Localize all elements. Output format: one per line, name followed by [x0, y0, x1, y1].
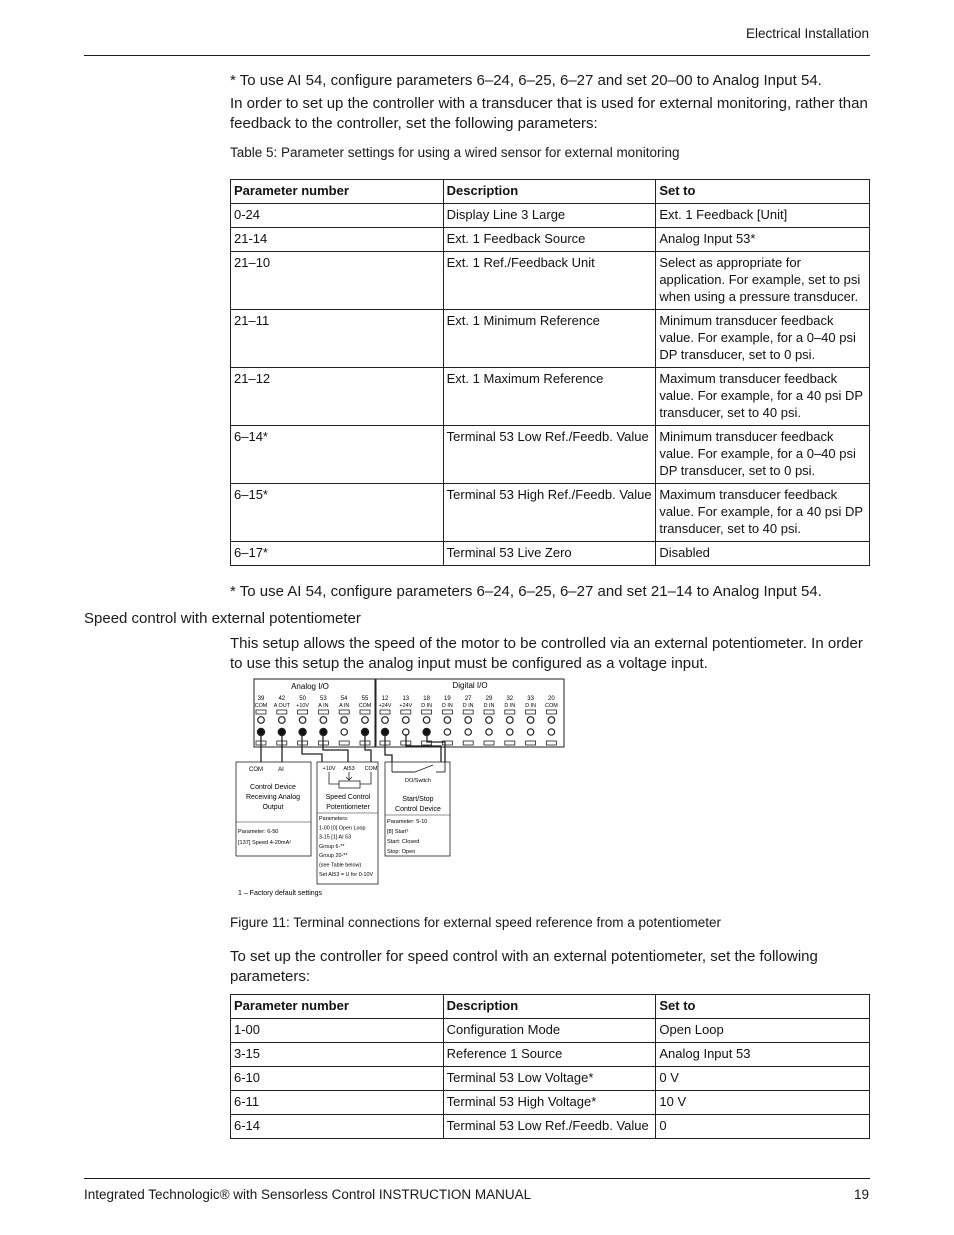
table-cell: Maximum transducer feedback value. For example, for a 40 psi DP transducer, set to 40 psi.	[656, 368, 870, 426]
table-cell: Maximum transducer feedback value. For example, for a 40 psi DP transducer, set to 40 psi.	[656, 484, 870, 542]
table-cell: Ext. 1 Minimum Reference	[443, 310, 656, 368]
terminal-screw	[548, 717, 555, 724]
diagram-text-line: Control Device	[395, 806, 441, 813]
table-cell: Open Loop	[656, 1019, 870, 1043]
box1-title	[246, 784, 300, 811]
table-cell: Minimum transducer feedback value. For example, for a 0–40 psi DP transducer, set to 0 psi.	[656, 310, 870, 368]
table-cell: 0 V	[656, 1067, 870, 1091]
figure11-caption: Figure 11: Terminal connections for external speed reference from a potentiometer	[230, 915, 722, 930]
terminal-screw	[507, 717, 514, 724]
terminal-screw	[486, 717, 493, 724]
terminal-number: 53	[320, 696, 327, 702]
table-row	[231, 484, 870, 542]
table-row	[231, 1091, 870, 1115]
diagram-text-line: Stop: Open	[387, 849, 416, 855]
table-cell: Reference 1 Source	[443, 1043, 656, 1067]
digital-io-label: Digital I/O	[452, 681, 488, 690]
terminal-slot	[463, 741, 473, 745]
box2-params	[319, 816, 373, 878]
terminal-open	[548, 729, 554, 735]
table5-parameter-settings	[230, 179, 870, 566]
wiring	[261, 734, 445, 762]
terminal-slot	[318, 710, 328, 714]
table-cell: 3-15	[231, 1043, 444, 1067]
terminal-number: 18	[423, 696, 430, 702]
table-cell: Disabled	[656, 542, 870, 566]
table5-header-cell: Set to	[656, 180, 870, 204]
terminal-slot	[298, 710, 308, 714]
table-cell: 1-00	[231, 1019, 444, 1043]
terminal-open	[486, 729, 492, 735]
terminal-number: 20	[548, 696, 555, 702]
table6-header-cell: Parameter number	[231, 995, 444, 1019]
box1-term-ai: AI	[278, 767, 284, 773]
table-cell: 0-24	[231, 204, 444, 228]
ai54-note-2: * To use AI 54, configure parameters 6–24, 6–25, 6–27 and set 21–14 to Analog Input 54.	[230, 583, 822, 600]
terminal-screw	[299, 717, 306, 724]
terminal-name: A IN	[318, 703, 329, 709]
terminal-name: D IN	[421, 703, 432, 709]
terminal-name: COM	[358, 703, 372, 709]
terminal-number: 42	[278, 696, 286, 702]
terminal-slot	[380, 710, 390, 714]
terminal-name: D IN	[462, 703, 474, 709]
diagram-text-line: Parameter: 6-50	[238, 829, 279, 835]
terminal-name: +24V	[378, 703, 392, 709]
terminal-slot	[422, 710, 432, 714]
terminal-name: +24V	[399, 703, 413, 709]
footer-manual-title: Integrated Technologic® with Sensorless Control INSTRUCTION MANUAL	[84, 1187, 532, 1202]
terminal-slot	[442, 710, 452, 714]
terminal-number: 39	[257, 696, 265, 702]
table-cell: Ext. 1 Maximum Reference	[443, 368, 656, 426]
terminal-name: A IN	[339, 703, 350, 709]
diagram-text-line: 1-00 [0] Open Loop	[319, 825, 366, 832]
diagram-text-line: [8] Start¹	[387, 829, 409, 835]
terminal-number: 33	[527, 696, 534, 702]
diagram-text-line: Start: Closed	[387, 839, 420, 845]
table-cell: 10 V	[656, 1091, 870, 1115]
table-row	[231, 1019, 870, 1043]
terminal-slot	[526, 710, 536, 714]
diagram-text-line: Start/Stop	[402, 796, 434, 803]
terminal-name: D IN	[525, 703, 536, 709]
terminal-slot	[505, 741, 515, 745]
table-cell: Select as appropriate for application. For example, set to psi when using a pressure transducer.	[656, 252, 870, 310]
box2-title	[326, 794, 371, 811]
diagram-text-line: Group 20-**	[319, 853, 348, 860]
terminal-slot	[505, 710, 515, 714]
table-row	[231, 252, 870, 310]
terminal-screw	[320, 717, 327, 724]
table-cell: 6-14	[231, 1115, 444, 1139]
table-cell: Analog Input 53	[656, 1043, 870, 1067]
diagram-text-line: Parameters:	[319, 816, 349, 822]
diagram-text-line: Group 6-**	[319, 843, 345, 850]
table-cell: 6-11	[231, 1091, 444, 1115]
terminal-screw	[362, 717, 369, 724]
table-row	[231, 310, 870, 368]
terminal-number: 50	[299, 696, 306, 702]
terminal-open	[444, 729, 450, 735]
table-cell: Ext. 1 Ref./Feedback Unit	[443, 252, 656, 310]
table-cell: 21–10	[231, 252, 444, 310]
page-number: 19	[853, 1187, 869, 1202]
table-cell: Display Line 3 Large	[443, 204, 656, 228]
terminal-number: 55	[361, 696, 369, 702]
box3-title	[395, 796, 441, 813]
terminal-slot	[401, 710, 411, 714]
terminal-name: COM	[545, 703, 558, 709]
table-cell: 21-14	[231, 228, 444, 252]
diagram-text-line: Output	[262, 804, 284, 811]
table-cell: Terminal 53 High Voltage*	[443, 1091, 656, 1115]
running-header: Electrical Installation	[745, 26, 869, 41]
switch-label: DO/Switch	[405, 778, 431, 784]
table6-header-cell: Set to	[656, 995, 870, 1019]
terminal-open	[341, 729, 347, 735]
diagram-text-line: Speed Control	[325, 794, 371, 801]
terminal-name: COM	[254, 703, 268, 709]
terminal-screw	[403, 717, 410, 724]
table-row	[231, 1043, 870, 1067]
terminal-screw	[279, 717, 286, 724]
diagram-text-line: Receiving Analog	[245, 794, 301, 801]
table5-header-cell: Parameter number	[231, 180, 444, 204]
table-cell: Ext. 1 Feedback Source	[443, 228, 656, 252]
terminal-name: D IN	[483, 703, 495, 709]
table-cell: Terminal 53 Low Voltage*	[443, 1067, 656, 1091]
terminal-slot	[360, 710, 370, 714]
terminal-slot	[546, 710, 556, 714]
ai54-note-1: * To use AI 54, configure parameters 6–24, 6–25, 6–27 and set 20–00 to Analog Input 54.	[230, 72, 822, 89]
table6-header-row	[231, 995, 870, 1019]
box2-term-ai53: AI53	[343, 766, 355, 772]
box1-params	[238, 829, 291, 846]
box2-term-com: COM	[364, 766, 378, 772]
diagram-text-line: (see Table below)	[319, 862, 362, 869]
diagram-text-line: Control Device	[250, 784, 296, 791]
table-row	[231, 542, 870, 566]
table-cell: Terminal 53 Low Ref./Feedb. Value	[443, 426, 656, 484]
terminal-number: 13	[402, 696, 410, 702]
terminal-slot	[339, 710, 349, 714]
table-speed-control-parameters	[230, 994, 870, 1139]
table-row	[231, 368, 870, 426]
table6-header-cell: Description	[443, 995, 656, 1019]
table5-header-cell: Description	[443, 180, 656, 204]
terminal-number: 54	[340, 696, 348, 702]
analog-io-label: Analog I/O	[291, 682, 329, 691]
terminal-number: 12	[381, 696, 389, 702]
terminal-slot	[484, 741, 494, 745]
terminal-slot	[526, 741, 536, 745]
header-rule	[84, 55, 870, 56]
table-cell: 21–12	[231, 368, 444, 426]
terminal-number: 32	[506, 696, 514, 702]
box1-term-com: COM	[249, 767, 263, 773]
table-row	[231, 1115, 870, 1139]
section-heading-speed-control: Speed control with external potentiometer	[84, 610, 361, 627]
table-cell: Ext. 1 Feedback [Unit]	[656, 204, 870, 228]
terminal-slot	[277, 710, 287, 714]
switch-symbol	[392, 762, 445, 772]
terminal-open	[507, 729, 513, 735]
terminal-screw	[258, 717, 265, 724]
footer-rule	[84, 1178, 870, 1179]
diagram-text-line: 3-15 [1] AI 53	[319, 834, 352, 841]
table-row	[231, 228, 870, 252]
table-cell: 0	[656, 1115, 870, 1139]
terminal-screw	[423, 717, 430, 724]
table-cell: Minimum transducer feedback value. For example, for a 0–40 psi DP transducer, set to 0 psi.	[656, 426, 870, 484]
speed-control-paragraph: This setup allows the speed of the motor to be controlled via an external potentiometer. In order to use this setup the analog input must be configured as a voltage input.	[230, 635, 863, 672]
terminal-slot	[463, 710, 473, 714]
box3-params	[387, 819, 427, 855]
terminal-slot	[339, 741, 349, 745]
table-cell: 6–17*	[231, 542, 444, 566]
diagram-text-line: [137] Speed 4-20mA¹	[238, 840, 292, 846]
terminal-slot	[546, 741, 556, 745]
setup-paragraph: To set up the controller for speed control with an external potentiometer, set the following parameters:	[230, 948, 818, 985]
diagram-text-line: Set AI53 = U for 0-10V	[319, 871, 374, 878]
table-cell: Terminal 53 Live Zero	[443, 542, 656, 566]
terminal-open	[527, 729, 533, 735]
terminal-name: D IN	[442, 703, 453, 709]
factory-default-footnote: 1 – Factory default settings	[238, 890, 323, 897]
table-cell: 6–15*	[231, 484, 444, 542]
terminal-number: 19	[444, 696, 451, 702]
terminal-name: A OUT	[273, 703, 290, 709]
terminal-number: 27	[464, 696, 472, 702]
terminal-screw	[465, 717, 472, 724]
table-row	[231, 1067, 870, 1091]
table-row	[231, 426, 870, 484]
box2-term-10v: +10V	[322, 766, 336, 772]
diagram-text-line: Parameter: 5-10	[387, 819, 428, 825]
table-cell: Analog Input 53*	[656, 228, 870, 252]
table5-caption: Table 5: Parameter settings for using a wired sensor for external monitoring	[230, 145, 680, 160]
terminal-screw	[341, 717, 348, 724]
terminal-name: D IN	[504, 703, 516, 709]
terminal-number: 29	[485, 696, 493, 702]
terminal-open	[465, 729, 471, 735]
table-cell: 6-10	[231, 1067, 444, 1091]
table-cell: 6–14*	[231, 426, 444, 484]
terminal-screw	[527, 717, 534, 724]
table-cell: Terminal 53 Low Ref./Feedb. Value	[443, 1115, 656, 1139]
terminal-screw	[444, 717, 451, 724]
terminal-slot	[256, 710, 266, 714]
table-cell: Configuration Mode	[443, 1019, 656, 1043]
table5-header-row	[231, 180, 870, 204]
terminal-name: +10V	[296, 703, 309, 709]
intro-paragraph: In order to set up the controller with a transducer that is used for external monitoring, rather than feedback to the controller, set the following parameters:	[230, 95, 868, 132]
figure11-terminal-diagram	[230, 676, 566, 900]
table-row	[231, 204, 870, 228]
table-cell: Terminal 53 High Ref./Feedb. Value	[443, 484, 656, 542]
terminal-screw	[382, 717, 389, 724]
terminal-wiring-svg	[230, 676, 566, 900]
diagram-text-line: Potentiometer	[326, 804, 370, 811]
table-cell: 21–11	[231, 310, 444, 368]
terminal-slot	[484, 710, 494, 714]
potentiometer-symbol	[329, 772, 371, 788]
